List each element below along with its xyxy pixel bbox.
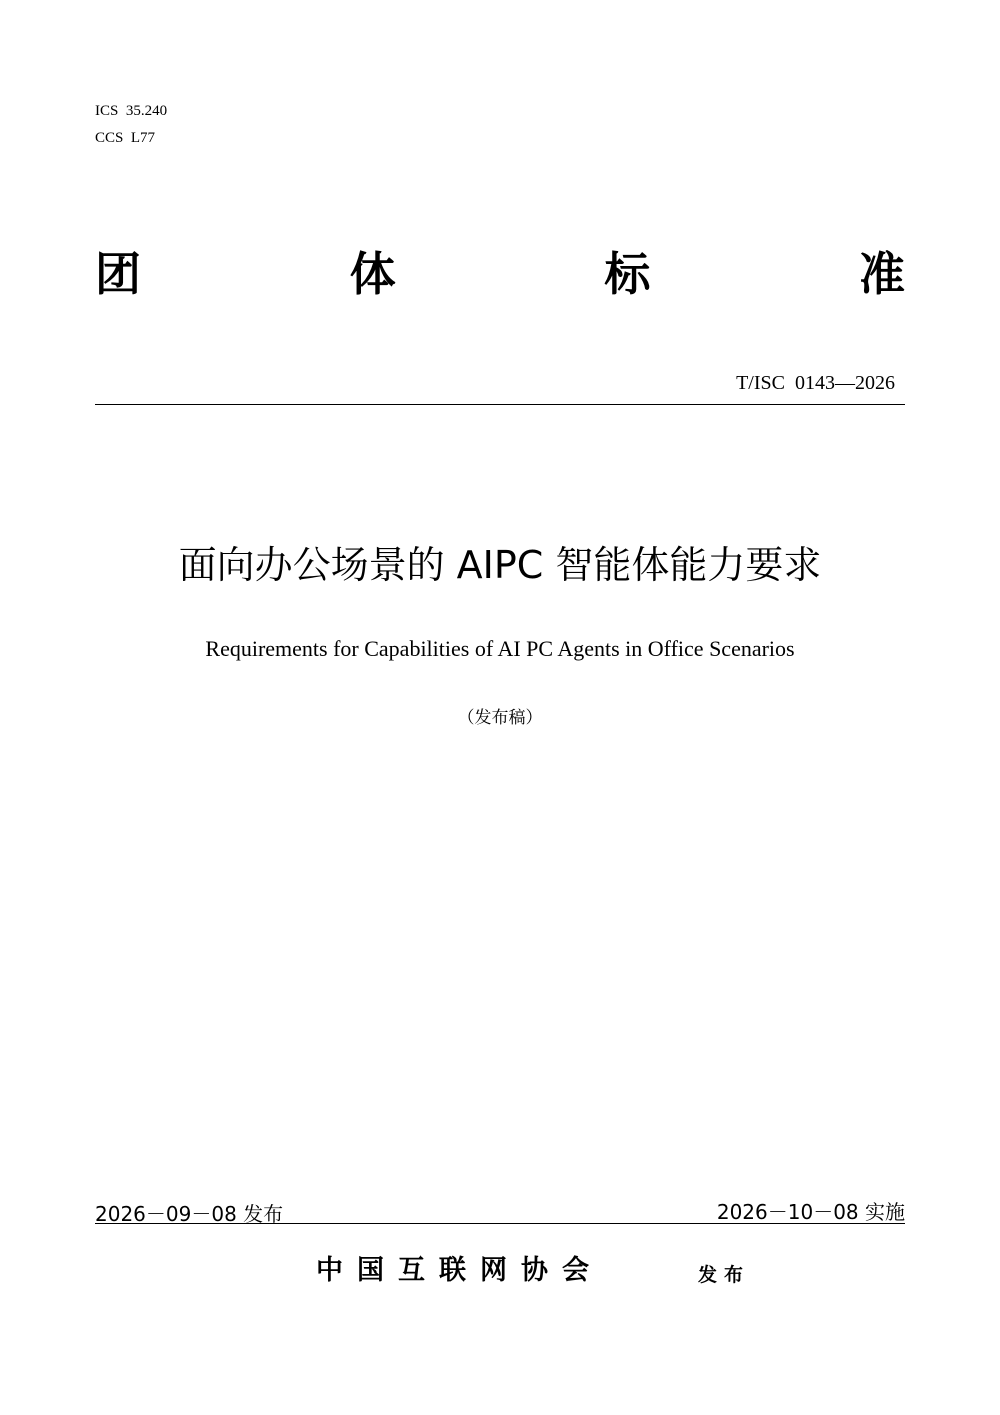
classification-codes [95, 98, 167, 152]
ccs-code: CCS L77 [95, 130, 156, 146]
implement-date: 2026－10－08 实施 [716, 1200, 905, 1224]
standard-type-char: 标 [604, 247, 651, 301]
chinese-title: 面向办公场景的 AIPC 智能体能力要求 [178, 543, 822, 587]
bottom-divider [95, 1223, 905, 1224]
issued-label: 发布 [698, 1264, 751, 1286]
issuing-organization: 中国互联网协会 [316, 1255, 603, 1286]
top-divider [95, 404, 905, 405]
ics-code: ICS 35.240 [95, 103, 168, 119]
standard-type-char: 准 [858, 247, 905, 301]
standard-type-char: 体 [349, 247, 396, 301]
english-title: Requirements for Capabilities of AI PC Agents in Office Scenarios [205, 636, 795, 661]
draft-status: （发布稿） [457, 708, 543, 728]
standard-type-char: 团 [95, 247, 141, 301]
standard-type-heading [95, 236, 905, 312]
publish-date: 2026－09－08 发布 [95, 1202, 284, 1226]
standard-number: T/ISC 0143—2026 [736, 372, 895, 394]
